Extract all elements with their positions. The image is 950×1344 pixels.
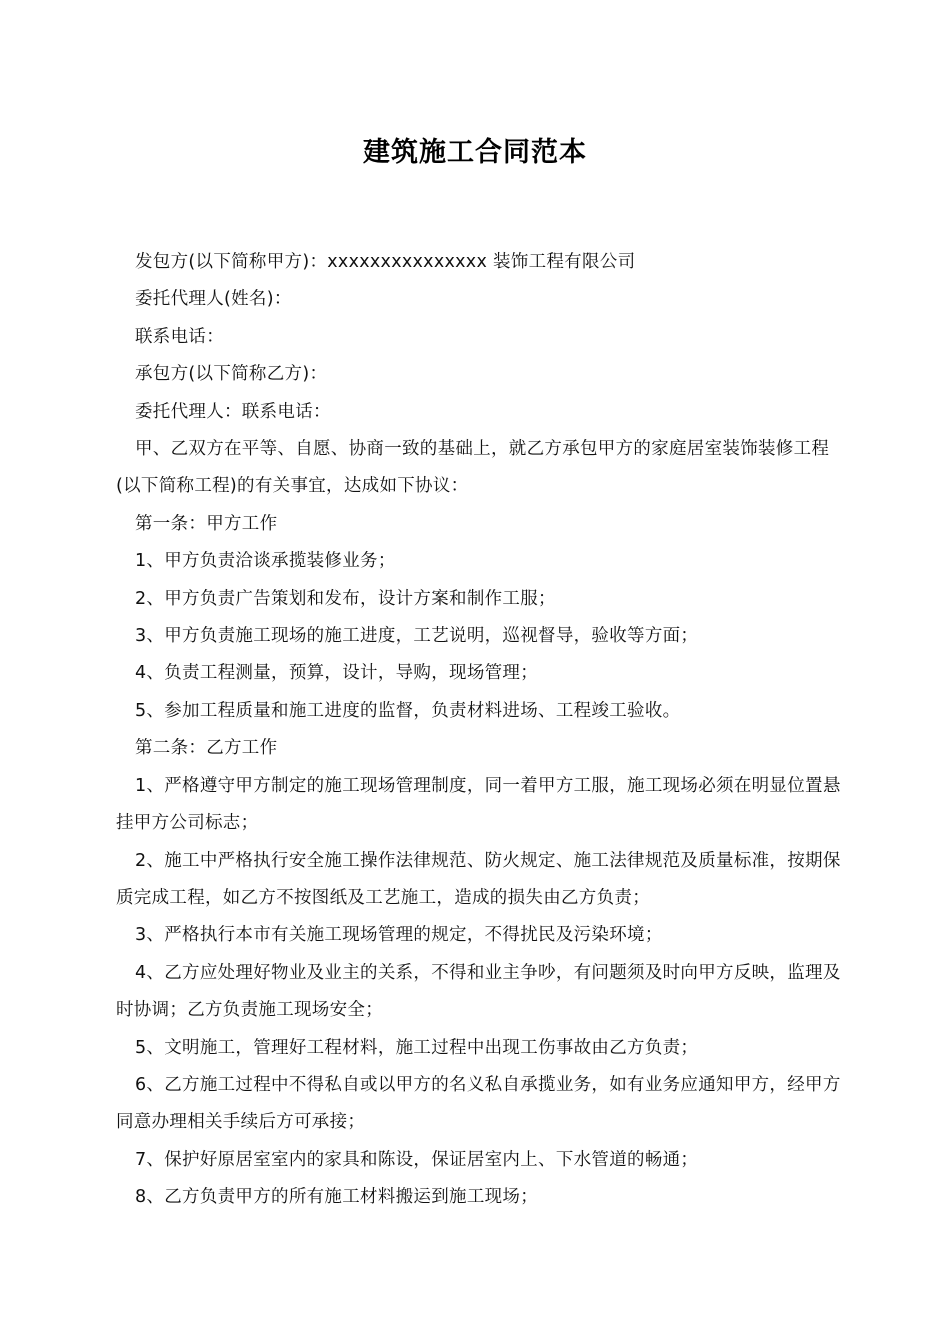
list-item: 6、乙方施工过程中不得私自或以甲方的名义私自承揽业务，如有业务应通知甲方，经甲方同意办理相关手续后方可承接； xyxy=(116,1074,841,1133)
section-heading-article-2: 第二条：乙方工作 xyxy=(135,738,278,759)
list-item: 3、严格执行本市有关施工现场管理的规定，不得扰民及污染环境； xyxy=(135,925,663,946)
paragraph-preamble: 甲、乙双方在平等、自愿、协商一致的基础上，就乙方承包甲方的家庭居室装饰装修工程(以下简称工程)的有关事宜，达成如下协议： xyxy=(116,439,830,497)
list-item: 4、负责工程测量，预算，设计，导购，现场管理； xyxy=(135,663,539,684)
list-item: 7、保护好原居室室内的家具和陈设，保证居室内上、下水管道的畅通； xyxy=(135,1149,699,1170)
list-item: 2、施工中严格执行安全施工操作法律规范、防火规定、施工法律规范及质量标准，按期保质完成工程，如乙方不按图纸及工艺施工，造成的损失由乙方负责； xyxy=(116,850,841,908)
document-title: 建筑施工合同范本 xyxy=(363,137,587,168)
paragraph-employer: 发包方(以下简称甲方)：xxxxxxxxxxxxxxx 装饰工程有限公司 xyxy=(135,252,636,272)
paragraph-contractor: 承包方(以下简称乙方)： xyxy=(135,364,328,385)
document-body xyxy=(116,244,846,1217)
list-item: 4、乙方应处理好物业及业主的关系，不得和业主争吵，有问题须及时向甲方反映，监理及时协调；乙方负责施工现场安全； xyxy=(116,962,841,1021)
list-item: 5、参加工程质量和施工进度的监督，负责材料进场、工程竣工验收。 xyxy=(135,700,681,721)
paragraph-contractor-agent: 委托代理人：联系电话： xyxy=(135,401,331,422)
list-item: 3、甲方负责施工现场的施工进度，工艺说明，巡视督导，验收等方面； xyxy=(135,626,699,647)
list-item: 1、严格遵守甲方制定的施工现场管理制度，同一着甲方工服，施工现场必须在明显位置悬挂甲方公司标志； xyxy=(116,775,841,834)
paragraph-employer-phone: 联系电话： xyxy=(135,326,224,347)
paragraph-employer-agent: 委托代理人(姓名)： xyxy=(135,289,292,310)
list-item: 5、文明施工，管理好工程材料，施工过程中出现工伤事故由乙方负责； xyxy=(135,1037,699,1058)
section-heading-article-1: 第一条：甲方工作 xyxy=(135,513,278,534)
list-item: 1、甲方负责洽谈承揽装修业务； xyxy=(135,551,396,572)
list-item: 2、甲方负责广告策划和发布，设计方案和制作工服； xyxy=(135,588,556,609)
list-item: 8、乙方负责甲方的所有施工材料搬运到施工现场； xyxy=(135,1187,539,1208)
